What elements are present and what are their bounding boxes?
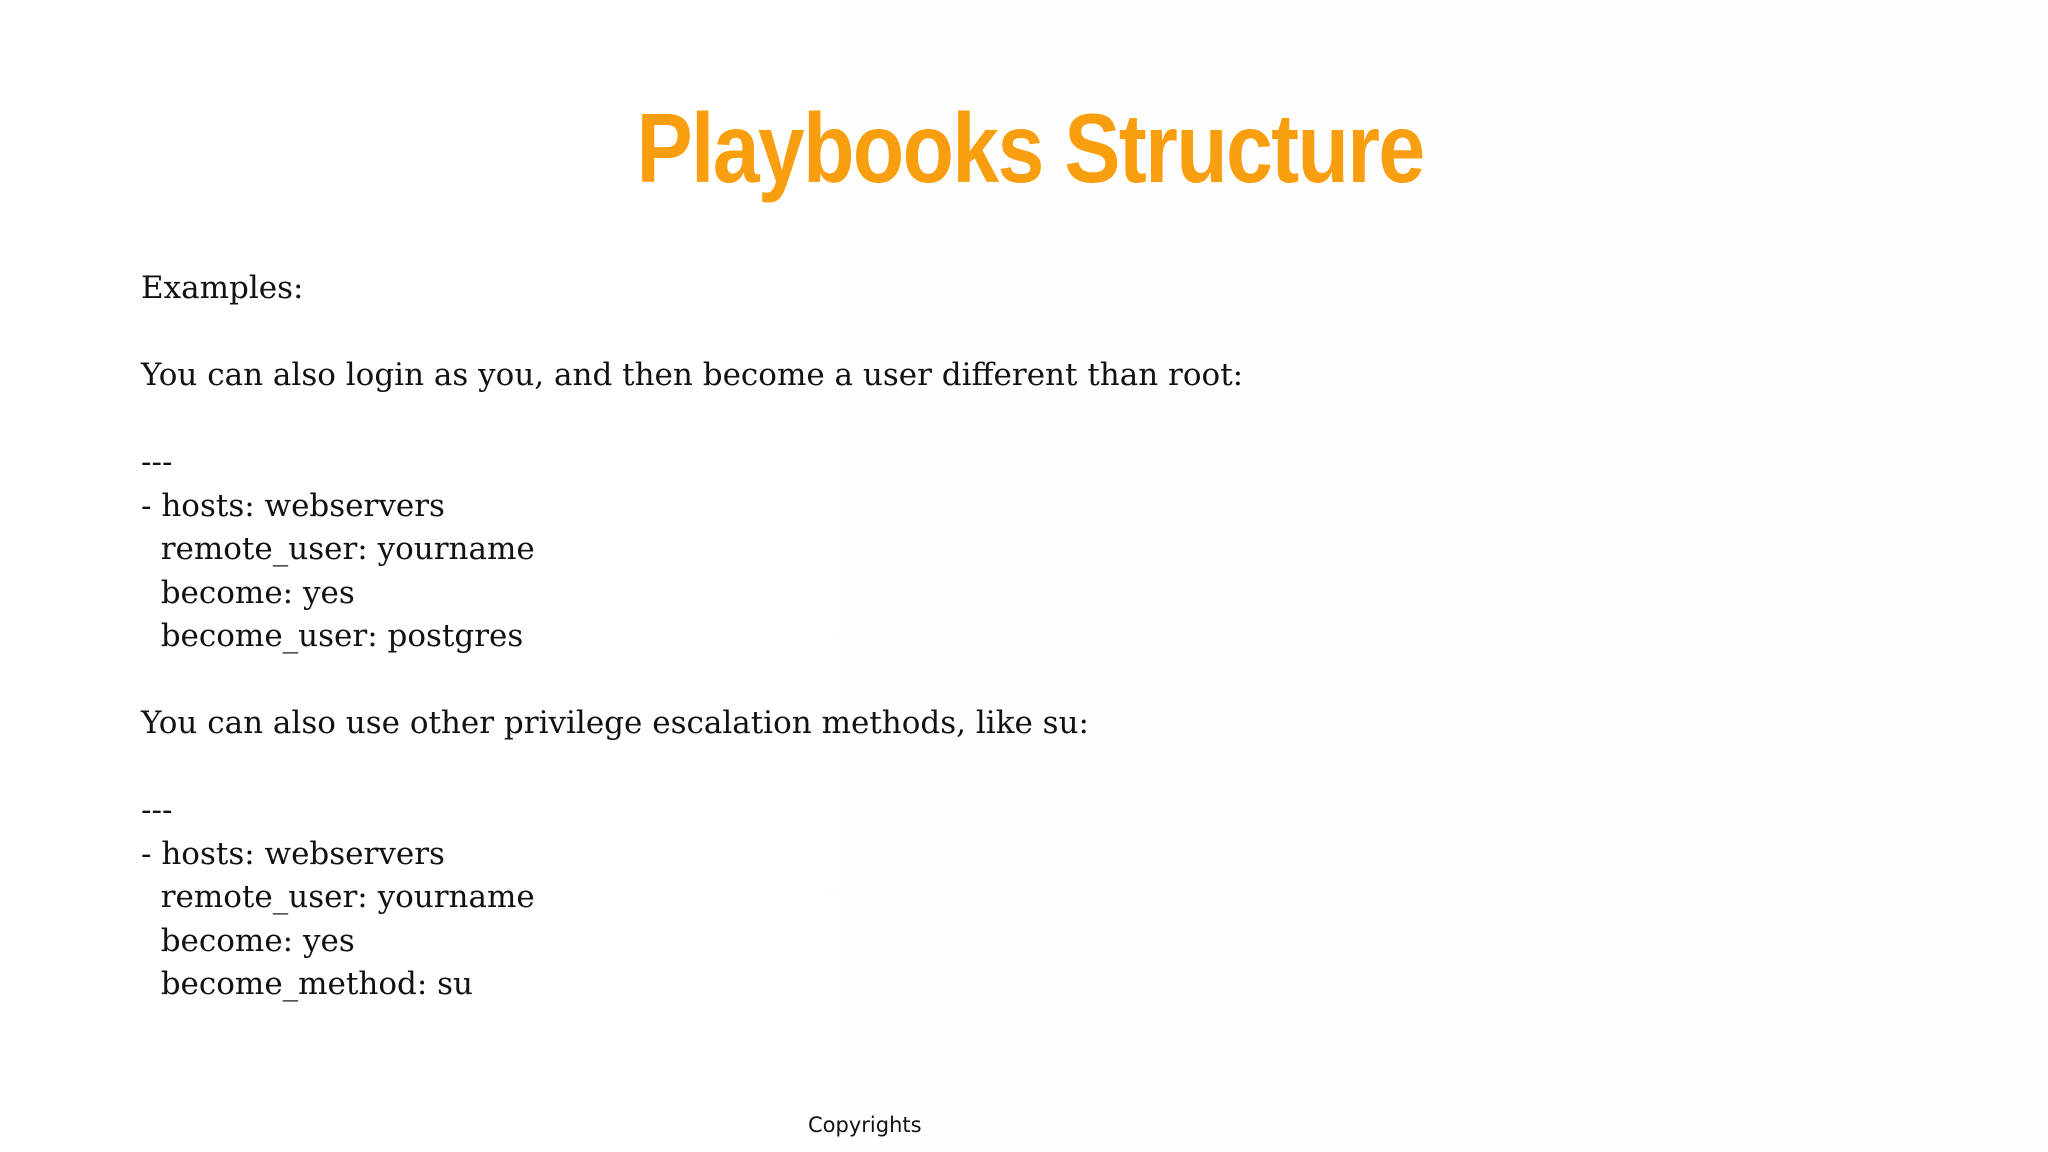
code-line: become_method: su <box>141 966 474 1002</box>
spacer <box>141 398 1243 442</box>
code-line: --- <box>141 792 173 828</box>
code-line: become_user: postgres <box>141 618 524 654</box>
code-line: become: yes <box>141 574 355 611</box>
code-block-2 <box>141 789 1243 1007</box>
code-line: - hosts: webservers <box>141 835 445 872</box>
spacer <box>141 746 1243 790</box>
intro-text-1: You can also login as you, and then become a user different than root: <box>141 357 1244 393</box>
slide-body <box>141 267 1243 1007</box>
spacer <box>141 659 1243 703</box>
code-line: --- <box>141 444 173 480</box>
code-line: remote_user: yourname <box>141 531 535 567</box>
examples-heading: Examples: <box>141 270 304 306</box>
code-line: remote_user: yourname <box>141 879 535 915</box>
spacer <box>141 311 1243 355</box>
slide-title: Playbooks Structure <box>636 93 1424 203</box>
footer-copyrights: Copyrights <box>808 1113 922 1137</box>
intro-text-2: You can also use other privilege escalation methods, like su: <box>141 705 1089 741</box>
code-block-1 <box>141 441 1243 659</box>
code-line: - hosts: webservers <box>141 487 445 524</box>
code-line: become: yes <box>141 922 355 959</box>
